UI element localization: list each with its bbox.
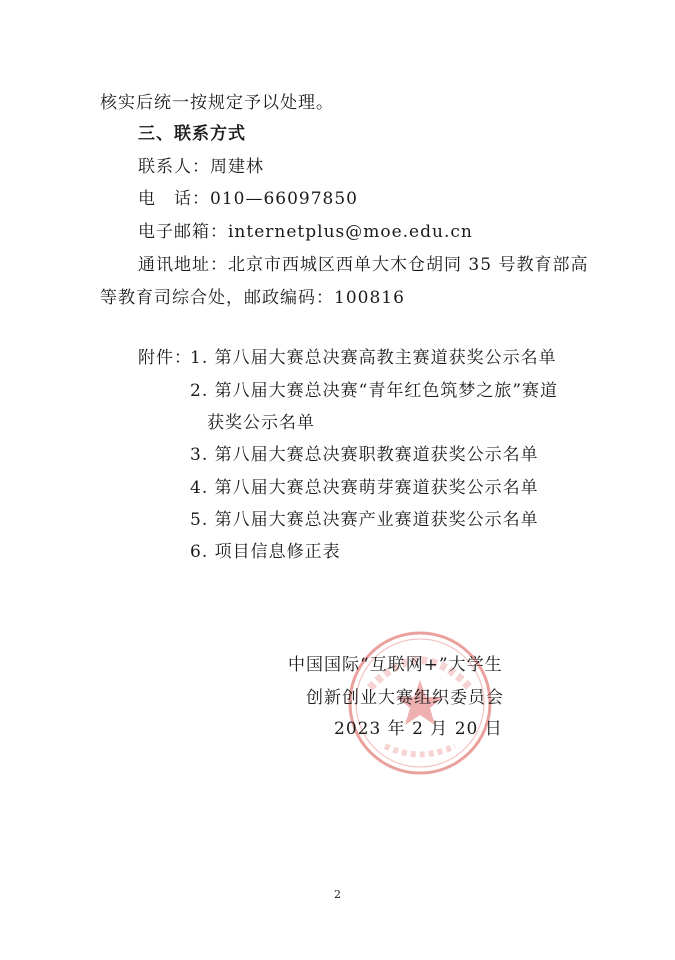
attachment-item-6: 6. 项目信息修正表: [190, 542, 341, 562]
section-heading: 三、联系方式: [138, 124, 246, 144]
address-line-2: 等教育司综合处，邮政编码：100816: [100, 288, 405, 308]
attachment-item-4: 4. 第八届大赛总决赛萌芽赛道获奖公示名单: [190, 478, 539, 498]
phone-value: 010—66097850: [210, 189, 358, 209]
attachment-item-2-cont: 获奖公示名单: [207, 413, 315, 433]
attachment-item-2: 2. 第八届大赛总决赛“青年红色筑梦之旅”赛道: [190, 381, 559, 401]
signature-org-line-2: 创新创业大赛组织委员会: [306, 688, 504, 708]
attachment-item-5: 5. 第八届大赛总决赛产业赛道获奖公示名单: [190, 510, 539, 530]
attachments-label: 附件：: [138, 348, 192, 368]
signature-org-line-1: 中国国际“互联网+”大学生: [288, 655, 503, 675]
address-line-1: 通讯地址：北京市西城区西单大木仓胡同 35 号教育部高: [138, 255, 589, 275]
attachment-item-1: 1. 第八届大赛总决赛高教主赛道获奖公示名单: [190, 348, 557, 368]
signature-date: 2023 年 2 月 20 日: [334, 719, 503, 739]
attachment-item-3: 3. 第八届大赛总决赛职教赛道获奖公示名单: [190, 445, 539, 465]
email-label: 电子邮箱：: [138, 222, 228, 242]
body-line-continuation: 核实后统一按规定予以处理。: [100, 93, 334, 113]
email-line: [138, 221, 473, 243]
page-number: 2: [334, 888, 341, 901]
contact-person: 联系人：周建林: [138, 157, 264, 177]
phone-label: 电 话：: [138, 189, 210, 209]
phone-line: [138, 188, 358, 210]
email-value: internetplus@moe.edu.cn: [228, 222, 473, 242]
